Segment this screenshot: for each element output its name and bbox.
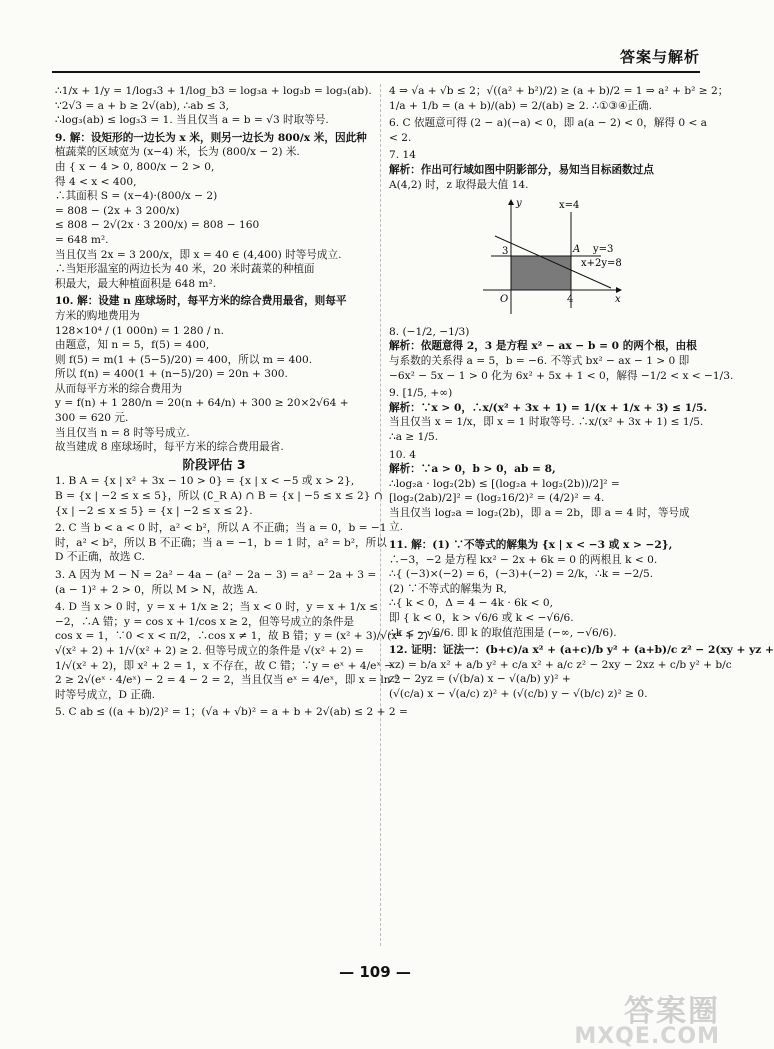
- header-rule: [52, 71, 700, 73]
- text-line: 8. (−1/2, −1/3): [389, 325, 470, 338]
- text-line: ∴−3，−2 是方程 kx² − 2x + 6k = 0 的两根且 k < 0.: [389, 553, 658, 566]
- text-line: (2) ∵不等式的解集为 R,: [389, 582, 507, 595]
- text-line: 解析：∵x > 0，∴x/(x² + 3x + 1) = 1/(x + 1/x + 3) ≤ 1/5.: [389, 401, 708, 414]
- page-footer: [0, 962, 750, 981]
- text-line: 则 f(5) = m(1 + (5−5)/20) = 400，所以 m = 400.: [55, 353, 313, 366]
- text-line: −2，∴A 错；y = cos x + 1/cos x ≥ 2，但等号成立的条件是: [55, 615, 354, 628]
- shaded-region: [511, 256, 571, 290]
- section-heading: 阶段评估 3: [182, 456, 246, 472]
- text-line: 4. D 当 x > 0 时，y = x + 1/x ≥ 2；当 x < 0 时，y = x + 1/x ≤: [55, 601, 379, 614]
- text-line: 时，a² < b²，所以 B 不正确；当 a = −1，b = 1 时，a² = b²，所以: [55, 536, 387, 549]
- text-line: ∵2√3 = a + b ≥ 2√(ab), ∴ab ≤ 3,: [55, 99, 230, 112]
- text-line: cos x = 1，∵0 < x < π/2，∴cos x ≠ 1，故 B 错；y = (x² + 3)/√(x² + 2) =: [55, 630, 441, 643]
- text-line: ∴log₂a · log₂(2b) ≤ [(log₂a + log₂(2b))/2]² =: [389, 477, 620, 490]
- text-line: 2 ≥ 2√(eˣ · 4/eˣ) − 2 = 4 − 2 = 2，当且仅当 eˣ = 4/eˣ，即 x = ln 2: [55, 674, 401, 687]
- line-y3-label: y=3: [593, 244, 614, 256]
- text-line: [log₂(2ab)/2]² = (log₂16/2)² = (4/2)² = 4.: [389, 492, 605, 505]
- text-line: 由题意，知 n = 5，f(5) = 400,: [55, 339, 210, 352]
- x-axis-label: x: [615, 294, 621, 306]
- text-line: 128×10⁴ / (1 000n) = 1 280 / n.: [55, 324, 224, 337]
- text-line: 解析：∵a > 0，b > 0，ab = 8,: [389, 463, 556, 476]
- problem-10-start: 10. 解：设建 n 座球场时，每平方米的综合费用最省，则每平: [55, 295, 347, 308]
- text-line: 所以 f(n) = 400(1 + (n−5)/20) = 20n + 300.: [55, 368, 288, 381]
- watermark-url: MXQE.COM: [574, 1024, 720, 1049]
- origin-label: O: [500, 294, 509, 306]
- text-line: √(x² + 2) + 1/√(x² + 2) ≥ 2. 但等号成立的条件是 √(x² + 2) =: [55, 644, 364, 657]
- text-line: 与系数的关系得 a = 5，b = −6. 不等式 bx² − ax − 1 > 0 即: [389, 354, 690, 367]
- problem-9-start: 9. 解：设矩形的一边长为 x 米，则另一边长为 800/x 米，因此种: [55, 131, 367, 144]
- text-line: 当且仅当 n = 8 时等号成立.: [55, 426, 190, 439]
- text-line: 6. C 依题意可得 (2 − a)(−a) < 0，即 a(a − 2) < 0，解得 0 < a: [389, 117, 707, 130]
- text-line: A(4,2) 时，z 取得最大值 14.: [389, 178, 529, 191]
- text-line: 从而每平方米的综合费用为: [55, 382, 183, 395]
- tick-y-label: 3: [502, 246, 509, 258]
- text-line: ∴其面积 S = (x−4)·(800/x − 2): [55, 190, 218, 203]
- text-line: −6x² − 5x − 1 > 0 化为 6x² + 5x + 1 < 0，解得 −1/2 < x < −1/3.: [389, 369, 734, 382]
- text-line: ∴a ≥ 1/5.: [389, 430, 439, 443]
- text-line: ∴1/x + 1/y = 1/log₃3 + 1/log_b3 = log₃a + log₃b = log₃(ab).: [55, 85, 372, 97]
- text-line: 方米的购地费用为: [55, 309, 140, 322]
- text-line: 2. C 当 b < a < 0 时，a² < b²，所以 A 不正确；当 a = 0，b = −1: [55, 522, 387, 535]
- text-line: (√(c/a) x − √(a/c) z)² + (√(c/b) y − √(b/c) z)² ≥ 0.: [389, 688, 648, 700]
- text-line: 立.: [389, 521, 403, 534]
- text-line: y = f(n) + 1 280/n = 20(n + 64/n) + 300 ≥ 20×2√64 +: [55, 397, 349, 410]
- text-line: 故当建成 8 座球场时，每平方米的综合费用最省.: [55, 441, 284, 454]
- y-axis-label: y: [516, 198, 522, 210]
- page-number: — 109 —: [339, 963, 411, 981]
- tick-x-label: 4: [567, 294, 574, 306]
- problem-12-start: 12. 证明：证法一：(b+c)/a x² + (a+c)/b y² + (a+b)/c z² − 2(xy + yz +: [389, 644, 774, 657]
- text-line: ∴log₃(ab) ≤ log₃3 = 1. 当且仅当 a = b = √3 时取等号.: [55, 114, 329, 127]
- watermark: [574, 986, 720, 1049]
- text-line: 积最大，最大种植面积是 648 m².: [55, 277, 217, 290]
- text-line: 7. 14: [389, 149, 416, 162]
- problem-11-start: 11. 解：(1) ∵不等式的解集为 {x | x < −3 或 x > −2},: [389, 539, 673, 552]
- text-line: 10. 4: [389, 448, 416, 461]
- text-line: ∴k < −√6/6. 即 k 的取值范围是 (−∞, −√6/6).: [389, 626, 617, 639]
- text-line: 9. [1/5, +∞): [389, 387, 453, 400]
- text-line: 5. C ab ≤ ((a + b)/2)² = 1；(√a + √b)² = a + b + 2√(ab) ≤ 2 + 2 =: [55, 706, 408, 719]
- text-line: D 不正确，故选 C.: [55, 551, 145, 564]
- text-line: 植蔬菜的区域宽为 (x−4) 米，长为 (800/x − 2) 米.: [55, 146, 300, 159]
- text-line: 解析：依题意得 2，3 是方程 x² − ax − b = 0 的两个根，由根: [389, 340, 697, 353]
- text-line: 当且仅当 2x = 3 200/x，即 x = 40 ∈ (4,400) 时等号成立.: [55, 248, 342, 261]
- text-line: 4 ⇒ √a + √b ≤ 2；√((a² + b²)/2) ≥ (a + b)/2 = 1 ⇒ a² + b² ≥ 2；: [389, 85, 729, 97]
- text-line: = 808 − (2x + 3 200/x): [55, 204, 180, 217]
- text-line: xz) = b/a x² + a/b y² + c/a x² + a/c z² − 2xy − 2xz + c/b y² + b/c: [389, 658, 732, 671]
- text-line: ≤ 808 − 2√(2x · 3 200/x) = 808 − 160: [55, 219, 260, 232]
- text-line: < 2.: [389, 131, 412, 144]
- column-divider: [380, 84, 381, 946]
- text-line: 当且仅当 log₂a = log₂(2b)，即 a = 2b，即 a = 4 时，等号成: [389, 506, 690, 519]
- text-line: 1/a + 1/b = (a + b)/(ab) = 2/(ab) ≥ 2. ∴①③④正确.: [389, 99, 653, 112]
- text-line: = 648 m².: [55, 233, 109, 246]
- text-line: 3. A 因为 M − N = 2a² − 4a − (a² − 2a − 3) = a² − 2a + 3 =: [55, 569, 377, 581]
- text-line: 1. B A = {x | x² + 3x − 10 > 0} = {x | x < −5 或 x > 2},: [55, 475, 355, 488]
- text-line: ∴当矩形温室的两边长为 40 米，20 米时蔬菜的种植面: [55, 263, 315, 276]
- text-line: ∴{ k < 0，Δ = 4 − 4k · 6k < 0,: [389, 597, 553, 610]
- right-column: [389, 84, 774, 702]
- text-line: 300 = 620 元.: [55, 412, 129, 425]
- feasible-region-graph: [481, 196, 631, 316]
- text-line: z² − 2yz = (√(b/a) x − √(a/b) y)² +: [389, 673, 571, 686]
- line-x4-label: x=4: [559, 200, 580, 212]
- header-title: 答案与解析: [619, 48, 700, 66]
- text-line: (a − 1)² + 2 > 0，所以 M > N，故选 A.: [55, 583, 258, 596]
- text-line: 由 { x − 4 > 0, 800/x − 2 > 0,: [55, 160, 215, 173]
- point-a-label: A: [573, 244, 581, 256]
- watermark-logo-text: 答案圈: [624, 994, 720, 1029]
- text-line: ∴{ (−3)×(−2) = 6，(−3)+(−2) = 2/k，∴k = −2/5.: [389, 568, 654, 581]
- text-line: 1/√(x² + 2)，即 x² + 2 = 1，x 不存在，故 C 错；∵y = eˣ + 4/eˣ −: [55, 659, 394, 672]
- text-line: 当且仅当 x = 1/x，即 x = 1 时取等号. ∴x/(x² + 3x + 1) ≤ 1/5.: [389, 416, 704, 429]
- text-line: 解析：作出可行域如图中阴影部分，易知当目标函数过点: [389, 163, 654, 176]
- text-line: 时等号成立，D 正确.: [55, 688, 155, 701]
- page-header: [0, 38, 750, 72]
- text-line: 即 { k < 0，k > √6/6 或 k < −√6/6.: [389, 612, 574, 625]
- text-line: 得 4 < x < 400,: [55, 175, 137, 188]
- text-line: B = {x | −2 ≤ x ≤ 5}，所以 (∁_R A) ∩ B = {x | −5 ≤ x ≤ 2} ∩: [55, 490, 383, 503]
- text-line: {x | −2 ≤ x ≤ 5} = {x | −2 ≤ x ≤ 2}.: [55, 504, 253, 517]
- line-sum-label: x+2y=8: [581, 258, 622, 270]
